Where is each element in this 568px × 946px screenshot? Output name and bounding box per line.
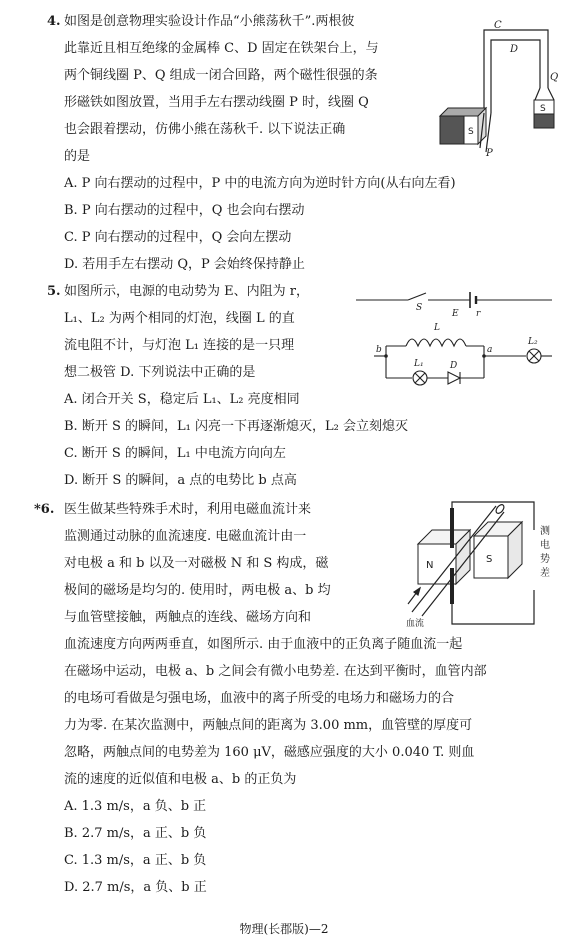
- stem-line: 形磁铁如图放置，当用手左右摆动线圈 P 时，线圈 Q: [64, 95, 369, 110]
- label-q: Q: [550, 72, 559, 83]
- label-n: N: [426, 560, 434, 571]
- stem-line: 想二极管 D. 下列说法中正确的是: [64, 365, 256, 380]
- stem-line: 对电极 a 和 b 以及一对磁极 N 和 S 构成，磁: [64, 556, 329, 571]
- flowmeter-figure: [404, 500, 562, 628]
- label-a: a: [487, 345, 493, 355]
- stem-line: 监测通过动脉的血流速度. 电磁血流计由一: [64, 529, 307, 544]
- label-r: r: [476, 309, 481, 319]
- stem-line: L₁、L₂ 为两个相同的灯泡，线圈 L 的直: [64, 311, 295, 326]
- label-s-right: S: [540, 104, 546, 114]
- stem-line: 的是: [64, 149, 91, 164]
- option-b: B. 断开 S 的瞬间，L₁ 闪亮一下再逐渐熄灭，L₂ 会立刻熄灭: [64, 419, 408, 434]
- label-d: D: [450, 361, 458, 371]
- meter-char-1: 测: [540, 526, 550, 537]
- option-c: C. 1.3 m/s，a 正、b 负: [64, 853, 207, 868]
- meter-char-2: 电: [540, 540, 550, 551]
- stem-line: 如图是创意物理实验设计作品“小熊荡秋千”.两根彼: [64, 14, 355, 29]
- stem-line: 忽略，两触点间的电势差为 160 μV，磁感应强度的大小 0.040 T. 则血: [64, 745, 475, 760]
- label-b: b: [376, 345, 382, 355]
- question-number: 4.: [47, 14, 61, 29]
- option-a: A. 1.3 m/s，a 负、b 正: [64, 799, 207, 814]
- label-s-left: S: [468, 127, 474, 137]
- meter-char-3: 势: [540, 554, 550, 565]
- label-d: D: [510, 44, 519, 55]
- stem-line: 极间的磁场是均匀的. 使用时，两电极 a、b 均: [64, 583, 331, 598]
- stem-line: 如图所示，电源的电动势为 E、内阻为 r，: [64, 284, 309, 299]
- question-number: 5.: [47, 284, 61, 299]
- label-s: S: [486, 554, 493, 565]
- stem-line: 流的速度的近似值和电极 a、b 的正负为: [64, 772, 297, 787]
- label-blood-flow: 血流: [406, 619, 425, 628]
- option-b: B. 2.7 m/s，a 正、b 负: [64, 826, 207, 841]
- stem-line: 也会跟着摆动，仿佛小熊在荡秋千. 以下说法正确: [64, 122, 346, 137]
- swing-figure: [436, 18, 560, 156]
- option-d: D. 2.7 m/s，a 负、b 正: [64, 880, 207, 895]
- stem-line: 与血管壁接触，两触点的连线、磁场方向和: [64, 610, 312, 625]
- page-footer: 物理(长郡版)—2: [239, 922, 329, 936]
- stem-line: 在磁场中运动，电极 a、b 之间会有微小电势差. 在达到平衡时，血管内部: [64, 664, 487, 679]
- option-a: A. P 向右摆动的过程中，P 中的电流方向为逆时针方向(从右向左看): [64, 176, 456, 191]
- option-c: C. P 向右摆动的过程中，Q 会向左摆动: [64, 230, 292, 245]
- label-e: E: [452, 309, 459, 319]
- stem-line: 两个铜线圈 P、Q 组成一闭合回路，两个磁性很强的条: [64, 68, 378, 83]
- label-l1: L₁: [414, 359, 424, 369]
- option-c: C. 断开 S 的瞬间，L₁ 中电流方向向左: [64, 446, 286, 461]
- stem-line: 医生做某些特殊手术时，利用电磁血流计来: [64, 502, 312, 517]
- option-d: D. 若用手左右摆动 Q，P 会始终保持静止: [64, 257, 305, 272]
- label-l: L: [434, 323, 440, 333]
- option-a: A. 闭合开关 S，稳定后 L₁、L₂ 亮度相同: [64, 392, 300, 407]
- option-d: D. 断开 S 的瞬间，a 点的电势比 b 点高: [64, 473, 297, 488]
- label-l2: L₂: [528, 337, 538, 347]
- label-s: S: [416, 303, 423, 313]
- meter-char-4: 差: [540, 568, 550, 579]
- option-b: B. P 向右摆动的过程中，Q 也会向右摆动: [64, 203, 305, 218]
- stem-line: 的电场可看做是匀强电场，血液中的离子所受的电场力和磁场力的合: [64, 691, 455, 706]
- stem-line: 力为零. 在某次监测中，两触点间的距离为 3.00 mm，血管壁的厚度可: [64, 718, 473, 733]
- stem-line: 此靠近且相互绝缘的金属棒 C、D 固定在铁架台上，与: [64, 41, 379, 56]
- label-p: P: [486, 148, 493, 156]
- question-number: *6.: [34, 502, 55, 517]
- stem-line: 血流速度方向两两垂直，如图所示. 由于血液中的正负离子随血流一起: [64, 637, 463, 652]
- circuit-figure: [352, 286, 560, 390]
- label-c: C: [494, 20, 502, 31]
- stem-line: 流电阻不计，与灯泡 L₁ 连接的是一只理: [64, 338, 295, 353]
